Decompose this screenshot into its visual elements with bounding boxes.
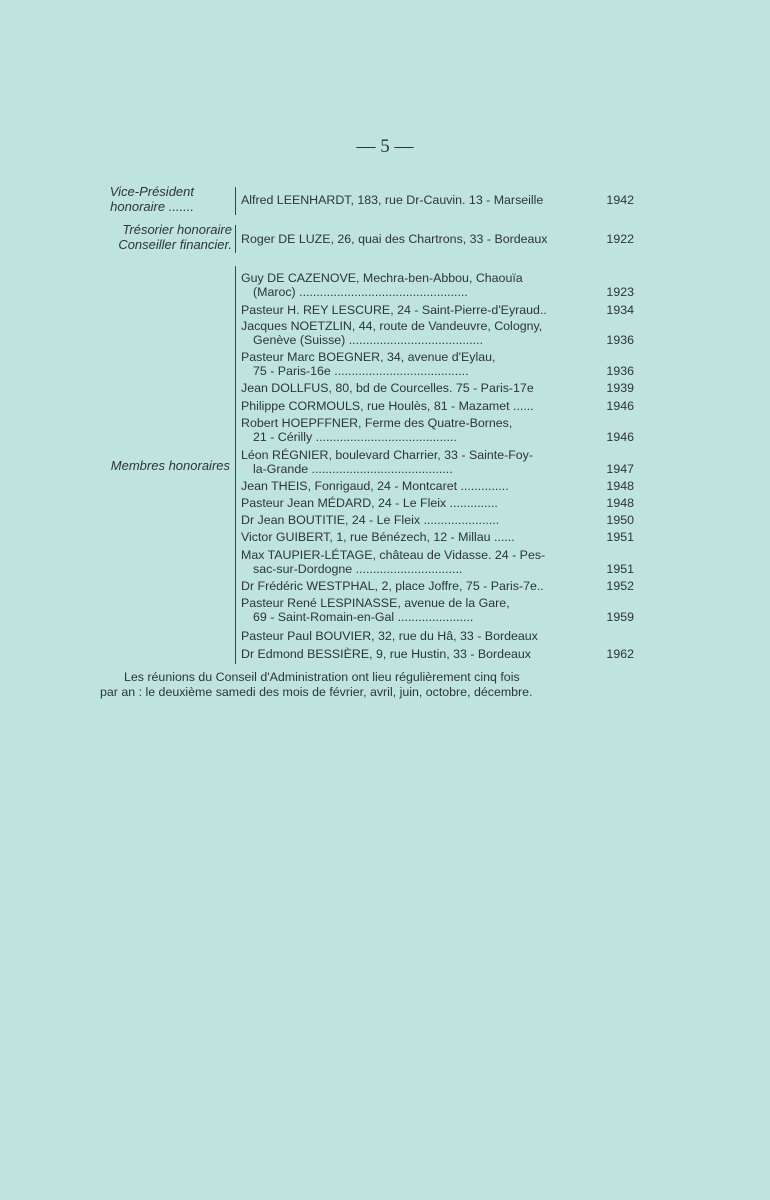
footer-line1: Les réunions du Conseil d'Administration ont lieu régulièrement cinq fois — [124, 670, 520, 684]
membre-entry — [241, 479, 603, 493]
membre-entry — [241, 530, 603, 544]
page-number: — 5 — — [356, 136, 414, 157]
membre-entry — [241, 271, 603, 299]
membre-year: 1936 — [606, 333, 634, 347]
membre-year: 1936 — [606, 364, 634, 378]
membre-entry — [241, 416, 603, 444]
membre-year: 1947 — [606, 462, 634, 476]
tresorier-label-line1: Trésorier honoraire — [122, 222, 232, 237]
membre-line1: Pasteur René LESPINASSE, avenue de la Gare, — [241, 596, 510, 610]
membre-year: 1923 — [606, 285, 634, 299]
membre-year: 1934 — [606, 303, 634, 317]
membre-line2: Genève (Suisse) ....................................... — [253, 333, 483, 347]
membre-line2: sac-sur-Dordogne ............................... — [253, 562, 463, 576]
membre-line1: Pasteur H. REY LESCURE, 24 - Saint-Pierre-d'Eyraud.. — [241, 303, 547, 317]
vice-president-year: 1942 — [606, 193, 634, 207]
membre-entry — [241, 496, 603, 510]
vice-president-entry — [241, 193, 603, 207]
membre-entry — [241, 381, 603, 395]
tresorier-label-line2: Conseiller financier. — [118, 237, 232, 252]
tresorier-text: Roger DE LUZE, 26, quai des Chartrons, 33 - Bordeaux — [241, 232, 548, 246]
membre-year: 1939 — [606, 381, 634, 395]
footer-line2: par an : le deuxième samedi des mois de février, avril, juin, octobre, décembre. — [100, 685, 533, 699]
membre-line1: Dr Edmond BESSIÈRE, 9, rue Hustin, 33 - Bordeaux — [241, 647, 531, 661]
membre-line1: Jacques NOETZLIN, 44, route de Vandeuvre, Cologny, — [241, 319, 543, 333]
membre-year: 1951 — [606, 562, 634, 576]
membre-entry — [241, 548, 603, 576]
membre-entry — [241, 629, 603, 643]
membre-line1: Jean DOLLFUS, 80, bd de Courcelles. 75 - Paris-17e — [241, 381, 534, 395]
membre-line2: 75 - Paris-16e ....................................... — [253, 364, 469, 378]
membre-line2: 69 - Saint-Romain-en-Gal ...................... — [253, 610, 474, 624]
membre-line2: 21 - Cérilly ......................................... — [253, 430, 457, 444]
membre-entry — [241, 448, 603, 476]
membre-year: 1951 — [606, 530, 634, 544]
membre-line1: Max TAUPIER-LÉTAGE, château de Vidasse. 24 - Pes- — [241, 548, 546, 562]
tresorier-entry — [241, 232, 603, 246]
membre-line1: Robert HOEPFFNER, Ferme des Quatre-Bornes, — [241, 416, 513, 430]
membre-entry — [241, 319, 603, 347]
membre-year: 1950 — [606, 513, 634, 527]
membre-entry — [241, 399, 603, 413]
divider-line — [235, 266, 236, 664]
membre-entry — [241, 596, 603, 624]
membre-line1: Victor GUIBERT, 1, rue Bénézech, 12 - Millau ...... — [241, 530, 515, 544]
vice-president-label-line1: Vice-Président — [109, 184, 194, 199]
membre-year: 1948 — [606, 496, 634, 510]
membre-year: 1946 — [606, 430, 634, 444]
membre-entry — [241, 579, 603, 593]
membre-line1: Dr Frédéric WESTPHAL, 2, place Joffre, 75 - Paris-7e.. — [241, 579, 544, 593]
membre-line1: Pasteur Paul BOUVIER, 32, rue du Hâ, 33 - Bordeaux — [241, 629, 538, 643]
membre-year: 1962 — [606, 647, 634, 661]
membre-line1: Léon RÉGNIER, boulevard Charrier, 33 - Sainte-Foy- — [241, 448, 533, 462]
divider-line — [235, 225, 236, 253]
footer-paragraph — [100, 670, 630, 700]
vice-president-label — [60, 184, 194, 214]
membre-line1: Guy DE CAZENOVE, Mechra-ben-Abbou, Chaouïa — [241, 271, 523, 285]
vice-president-text: Alfred LEENHARDT, 183, rue Dr-Cauvin. 13 - Marseille — [241, 193, 544, 207]
membre-entry — [241, 350, 603, 378]
tresorier-year: 1922 — [606, 232, 634, 246]
membre-entry — [241, 647, 603, 661]
membre-year: 1948 — [606, 479, 634, 493]
membre-line1: Dr Jean BOUTITIE, 24 - Le Fleix ...................... — [241, 513, 500, 527]
membre-year: 1952 — [606, 579, 634, 593]
divider-line — [235, 187, 236, 215]
membre-line1: Pasteur Marc BOEGNER, 34, avenue d'Eylau, — [241, 350, 496, 364]
membre-line1: Philippe CORMOULS, rue Houlès, 81 - Mazamet ...... — [241, 399, 534, 413]
membre-entry — [241, 303, 603, 317]
membre-line2: (Maroc) ................................................. — [253, 285, 468, 299]
membre-entry — [241, 513, 603, 527]
membre-line1: Pasteur Jean MÉDARD, 24 - Le Fleix .............. — [241, 496, 498, 510]
vice-president-label-line2: honoraire ....... — [110, 199, 194, 214]
membre-year: 1946 — [606, 399, 634, 413]
membre-line1: Jean THEIS, Fonrigaud, 24 - Montcaret .............. — [241, 479, 509, 493]
tresorier-label — [60, 222, 232, 252]
membre-line2: la-Grande ......................................... — [253, 462, 453, 476]
membres-label: Membres honoraires — [110, 458, 230, 473]
membre-year: 1959 — [606, 610, 634, 624]
